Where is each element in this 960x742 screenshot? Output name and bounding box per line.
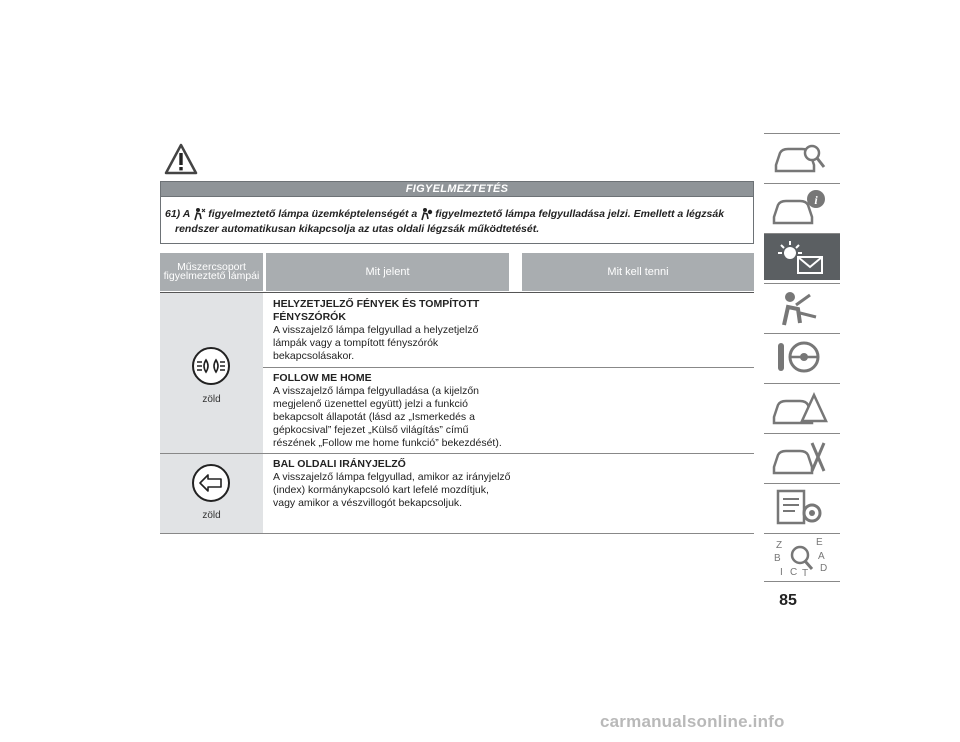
header-meaning: Mit jelent [266, 253, 509, 291]
airbag-seat-icon [770, 287, 828, 327]
warning-title: FIGYELMEZTETÉS [160, 181, 754, 197]
warning-triangle-icon [164, 143, 198, 175]
index-letter: E [816, 537, 823, 548]
index-letter: C [790, 567, 798, 577]
airbag-icon [419, 207, 433, 221]
table-entry [273, 372, 513, 450]
left-turn-arrow-icon [191, 463, 231, 503]
entry-text: A visszajelző lámpa felgyullad, amikor az irányjelző (index) kormánykapcsoló kart lefelé mozdítjuk, vagy amikor a vészvillogót bekapcsoljuk. [273, 471, 511, 509]
index-letter: I [780, 567, 783, 577]
fog-light-icon [191, 346, 231, 386]
tab-warning-lights[interactable] [764, 234, 840, 280]
header-action: Mit kell tenni [522, 253, 754, 291]
svg-text:i: i [814, 193, 818, 207]
tab-airbag-seat[interactable] [764, 284, 840, 330]
car-info-icon [770, 187, 828, 227]
warning-text-c: figyelmeztető lámpa felgyulladása jelzi. Emellett a légzsák [435, 208, 725, 220]
tab-alphabetical-index[interactable] [764, 534, 840, 580]
service-car-icon [770, 437, 828, 477]
header-lamps: Műszercsoport figyelmeztető lámpái [160, 253, 263, 291]
entry-title: BAL OLDALI IRÁNYJELZŐ [273, 458, 406, 470]
index-letter: A [818, 551, 825, 562]
index-letter: Z [776, 540, 783, 551]
index-letter: B [774, 553, 781, 564]
tab-technical-data[interactable] [764, 484, 840, 530]
entry-divider [263, 367, 754, 368]
warning-text-a: 61) A [165, 208, 191, 220]
technical-data-icon [770, 487, 828, 527]
index-letter: D [820, 563, 828, 574]
warning-lights-icon [770, 237, 828, 277]
tab-steering-wheel[interactable] [764, 334, 840, 380]
tab-car-search[interactable] [764, 134, 840, 180]
entry-title: FOLLOW ME HOME [273, 372, 372, 384]
index-letter: T [802, 568, 809, 577]
tab-car-info[interactable] [764, 184, 840, 230]
entry-text: A visszajelző lámpa felgyulladása (a kijelzőn megjelenő üzenettel együtt) jelzi a funkció bekapcsolt állapotát (lásd az „Ismerkedés a gépkocsival” fejezet „Külső világítás” című részének „Follow me home funkció” bekezdését). [273, 385, 502, 449]
page-number: 85 [779, 592, 797, 609]
car-search-icon [770, 137, 828, 177]
warning-text-b: figyelmeztető lámpa üzemképtelenségét a [208, 208, 418, 220]
warning-line-2: rendszer automatikusan kikapcsolja az utas oldali légzsák működtetését. [175, 223, 540, 235]
airbag-fault-icon [192, 207, 206, 221]
tab-service-car[interactable] [764, 434, 840, 480]
steering-wheel-icon [770, 337, 828, 377]
warning-line-1 [165, 207, 724, 221]
lamp-color-label: zöld [202, 510, 221, 521]
entry-text: A visszajelző lámpa felgyullad a helyzetjelző lámpák vagy a tompított fényszórók bekapcsolásakor. [273, 324, 479, 362]
table-entry [273, 458, 513, 510]
lamp-color-label: zöld [202, 394, 221, 405]
alphabetical-index-icon [770, 537, 828, 577]
breakdown-icon [770, 387, 828, 427]
warning-box [160, 197, 754, 244]
entry-title: HELYZETJELZŐ FÉNYEK ÉS TOMPÍTOTT FÉNYSZÓRÓK [273, 298, 480, 323]
table-header [160, 253, 754, 291]
table-entry [273, 298, 513, 363]
tab-breakdown[interactable] [764, 384, 840, 430]
tab-divider [764, 581, 840, 582]
row-divider [160, 533, 754, 534]
watermark: carmanualsonline.info [600, 712, 785, 731]
